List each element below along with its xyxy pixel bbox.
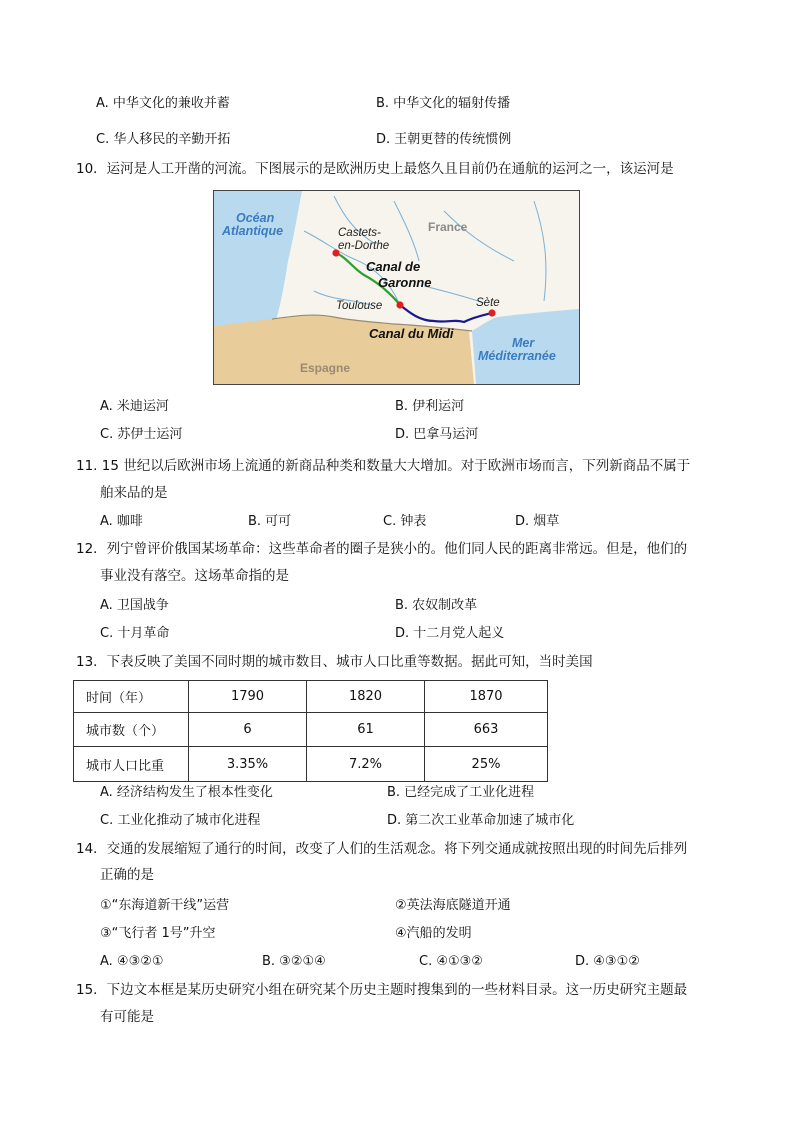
table-cell: 城市人口比重 xyxy=(74,747,189,782)
q10-option-c: C. 苏伊士运河 xyxy=(100,427,183,442)
q14-stem-line1: 14．交通的发展缩短了通行的时间，改变了人们的生活观念。将下列交通成就按照出现的时间先后排列 xyxy=(76,841,688,857)
table-header-cell: 1820 xyxy=(307,681,425,713)
q14-option-a: A. ④③②① xyxy=(100,954,164,969)
q14-item-1: ①“东海道新干线”运营 xyxy=(100,898,230,913)
canal-midi-label: Canal du Midi xyxy=(369,326,454,341)
q12-option-a: A. 卫国战争 xyxy=(100,598,169,613)
q12-stem-line1: 12．列宁曾评价俄国某场革命：这些革命者的圈子是狭小的。他们同人民的距离非常远。但是，他们的 xyxy=(76,541,688,557)
q12-option-d: D. 十二月党人起义 xyxy=(395,626,505,641)
q11-stem-line2: 舶来品的是 xyxy=(100,485,168,501)
q9-option-c: C. 华人移民的辛勤开拓 xyxy=(96,132,231,147)
q13-option-c: C. 工业化推动了城市化进程 xyxy=(100,813,261,828)
q12-option-b: B. 农奴制改革 xyxy=(395,598,478,613)
q13-option-b: B. 已经完成了工业化进程 xyxy=(387,785,535,800)
toulouse-label: Toulouse xyxy=(336,300,383,312)
sete-label: Sète xyxy=(476,297,500,309)
q11-option-c: C. 钟表 xyxy=(383,514,427,529)
ocean-label-1: Océan xyxy=(236,211,275,225)
ocean-label-2: Atlantique xyxy=(222,224,284,238)
table-header-cell: 1870 xyxy=(425,681,548,713)
table-cell: 61 xyxy=(307,713,425,747)
q14-item-2: ②英法海底隧道开通 xyxy=(395,898,511,913)
table-row xyxy=(74,713,548,747)
sea-label-2: Méditerranée xyxy=(478,349,556,363)
q14-item-4: ④汽船的发明 xyxy=(395,926,472,941)
urbanization-table xyxy=(73,680,548,782)
q13-option-a: A. 经济结构发生了根本性变化 xyxy=(100,785,273,800)
table-row xyxy=(74,747,548,782)
q13-stem: 13．下表反映了美国不同时期的城市数目、城市人口比重等数据。据此可知，当时美国 xyxy=(76,654,593,670)
table-header-cell: 1790 xyxy=(189,681,307,713)
q12-option-c: C. 十月革命 xyxy=(100,626,170,641)
q11-option-d: D. 烟草 xyxy=(515,514,560,529)
table-header-row xyxy=(74,681,548,713)
q15-stem-line2: 有可能是 xyxy=(100,1009,154,1025)
sete-dot xyxy=(488,309,495,316)
canal-garonne-label-2: Garonne xyxy=(378,275,432,290)
q14-option-b: B. ③②①④ xyxy=(262,954,326,969)
table-cell: 3.35% xyxy=(189,747,307,782)
spain-label: Espagne xyxy=(300,361,351,375)
castets-label-1: Castets- xyxy=(338,227,381,239)
table-cell: 6 xyxy=(189,713,307,747)
q11-option-a: A. 咖啡 xyxy=(100,514,143,529)
q11-stem-line1: 11. 15 世纪以后欧洲市场上流通的新商品种类和数量大大增加。对于欧洲市场而言，下列新商品不属于 xyxy=(76,458,691,474)
q10-option-d: D. 巴拿马运河 xyxy=(395,427,479,442)
q14-option-c: C. ④①③② xyxy=(419,954,483,969)
canal-garonne-label-1: Canal de xyxy=(366,259,421,274)
q14-option-d: D. ④③①② xyxy=(575,954,640,969)
table-cell: 663 xyxy=(425,713,548,747)
q9-option-a: A. 中华文化的兼收并蓄 xyxy=(96,96,230,111)
france-label: France xyxy=(428,220,468,234)
q9-option-b: B. 中华文化的辐射传播 xyxy=(376,96,511,111)
q12-stem-line2: 事业没有落空。这场革命指的是 xyxy=(100,568,289,584)
table-cell: 25% xyxy=(425,747,548,782)
q15-stem-line1: 15．下边文本框是某历史研究小组在研究某个历史主题时搜集到的一些材料目录。这一历史研究主题最 xyxy=(76,982,688,998)
q11-option-b: B. 可可 xyxy=(248,514,292,529)
table-cell: 7.2% xyxy=(307,747,425,782)
q14-stem-line2: 正确的是 xyxy=(100,867,154,883)
toulouse-dot xyxy=(396,301,403,308)
table-header-cell: 时间（年） xyxy=(74,681,189,713)
q14-item-3: ③“飞行者 1号”升空 xyxy=(100,926,216,941)
canal-map xyxy=(213,190,580,385)
sea-label-1: Mer xyxy=(512,336,535,350)
q10-option-a: A. 米迪运河 xyxy=(100,399,169,414)
q9-option-d: D. 王朝更替的传统惯例 xyxy=(376,132,512,147)
q10-option-b: B. 伊利运河 xyxy=(395,399,465,414)
q10-stem: 10．运河是人工开凿的河流。下图展示的是欧洲历史上最悠久且目前仍在通航的运河之一，该运河是 xyxy=(76,161,674,177)
castets-label-2: en-Dorthe xyxy=(338,240,390,252)
table-cell: 城市数（个） xyxy=(74,713,189,747)
q13-option-d: D. 第二次工业革命加速了城市化 xyxy=(387,813,575,828)
